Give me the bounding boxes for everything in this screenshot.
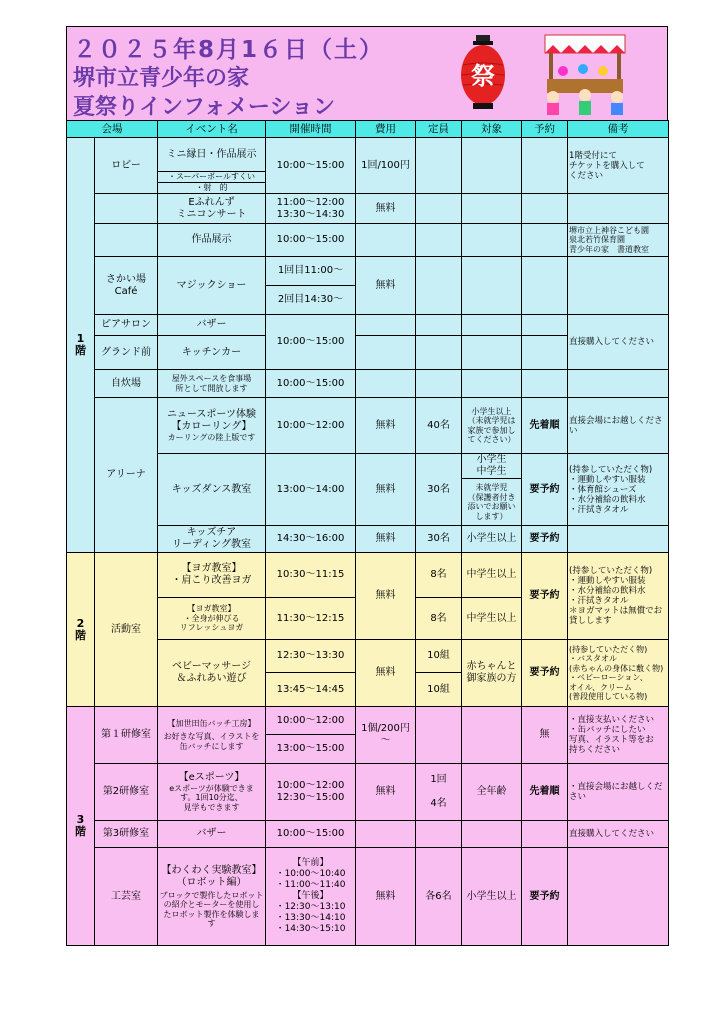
time-magic-1: 1回目11:00～: [266, 257, 356, 286]
note-badge: ・直接支払いください ・缶バッチにしたい 写真、イラスト等をお 持ちください: [568, 707, 669, 764]
header-banner: [66, 26, 668, 122]
note-bazaar-3f: 直接購入してください: [568, 821, 669, 848]
event-dance: キッズダンス教室: [158, 454, 266, 526]
event-bazaar-3f: バザー: [158, 821, 266, 848]
fee-robot: 無料: [356, 848, 416, 946]
cap-yoga-2: 8名: [416, 598, 462, 640]
cap-robot: 各6名: [416, 848, 462, 946]
lantern-icon: [459, 35, 507, 115]
event-yoga-1: 【ヨガ教室】 ・肩こり改善ヨガ: [158, 553, 266, 598]
fee-yoga: 無料: [356, 553, 416, 640]
event-bazaar-1f: バザー: [158, 315, 266, 336]
table-row: [67, 764, 669, 821]
time-bazaar-3f: 10:00～15:00: [266, 821, 356, 848]
fee-esports: 無料: [356, 764, 416, 821]
floor-2-label: 2 階: [67, 553, 95, 707]
table-row: [67, 224, 669, 257]
event-badge: 【加世田缶バッチ工房】 お好きな写真、イラストを 缶バッチにします: [158, 707, 266, 764]
time-baby-1: 12:30～13:30: [266, 640, 356, 673]
col-reservation: 予約: [522, 121, 568, 138]
resv-cheer: 要予約: [522, 526, 568, 553]
event-super: ・スーパーボールすくい: [158, 172, 266, 183]
target-esports: 全年齢: [462, 764, 522, 821]
time-bazaar-kitchen: 10:00～15:00: [266, 315, 356, 370]
venue-cook: 自炊場: [95, 370, 158, 398]
cap-esports: 1回 4名: [416, 764, 462, 821]
table-row: [67, 315, 669, 336]
event-kitchen: キッチンカー: [158, 336, 266, 370]
cap-dance: 30名: [416, 454, 462, 526]
time-yoga-2: 11:30～12:15: [266, 598, 356, 640]
target-yoga-1: 中学生以上: [462, 553, 522, 598]
event-magic: マジックショー: [158, 257, 266, 315]
fee-dance: 無料: [356, 454, 416, 526]
time-curling: 10:00～12:00: [266, 398, 356, 454]
time-concert: 11:00～12:00 13:30～14:30: [266, 194, 356, 224]
col-fee: 費用: [356, 121, 416, 138]
event-outdoor: 屋外スペースを食事場 所として開放します: [158, 370, 266, 398]
table-row: [67, 398, 669, 454]
resv-curling: 先着順: [522, 398, 568, 454]
venue-room-3: 第3研修室: [95, 821, 158, 848]
time-yoga-1: 10:30～11:15: [266, 553, 356, 598]
event-cheer: キッズチア リーディング教室: [158, 526, 266, 553]
col-notes: 備考: [568, 121, 669, 138]
event-curling: ニュースポーツ体験 【カローリング】 カーリングの陸上版です: [158, 398, 266, 454]
fee-baby: 無料: [356, 640, 416, 707]
target-baby: 赤ちゃんと 御家族の方: [462, 640, 522, 707]
note-art: 堺市立上神谷こども園 泉北若竹保育園 青少年の家 書道教室: [568, 224, 669, 257]
time-mini: 10:00～15:00: [266, 138, 356, 194]
fee-badge: 1個/200円 ～: [356, 707, 416, 764]
facility-name: 堺市立青少年の家: [73, 66, 250, 91]
resv-esports: 先着順: [522, 764, 568, 821]
target-curling: 小学生以上 （未就学児は 家族で参加し てください）: [462, 398, 522, 454]
note-baby: (持参していただく物) ・バスタオル (赤ちゃんの身体に敷く物) ・ベビーローション、 オイル、クリーム (普段使用している物): [568, 640, 669, 707]
target-dance-b: 未就学児 （保護者付き 添いでお願い します）: [462, 479, 522, 526]
event-art: 作品展示: [158, 224, 266, 257]
venue-grand: グランド前: [95, 336, 158, 370]
fee-mini: 1回/100円: [356, 138, 416, 194]
event-mini: ミニ縁日・作品展示: [158, 138, 266, 172]
info-sheet: [66, 26, 668, 996]
time-badge-1: 10:00～12:00: [266, 707, 356, 735]
lantern-char: 祭: [471, 62, 495, 90]
venue-piazza: ピアサロン: [95, 315, 158, 336]
event-baby: ベビーマッサージ ＆ふれあい遊び: [158, 640, 266, 707]
note-direct-purchase: 直接購入してください: [568, 315, 669, 370]
cap-baby-1: 10組: [416, 640, 462, 673]
target-yoga-2: 中学生以上: [462, 598, 522, 640]
floor-3-label: 3 階: [67, 707, 95, 946]
time-magic-2: 2回目14:30～: [266, 286, 356, 315]
col-venue: 会場: [67, 121, 158, 138]
fee-magic: 無料: [356, 257, 416, 315]
resv-robot: 要予約: [522, 848, 568, 946]
col-event: イベント名: [158, 121, 266, 138]
time-esports: 10:00～12:00 12:30～15:00: [266, 764, 356, 821]
col-capacity: 定員: [416, 121, 462, 138]
event-date: ２０２５年8月1６日（土）: [73, 37, 385, 63]
resv-yoga: 要予約: [522, 553, 568, 640]
table-row: [67, 821, 669, 848]
note-curling: 直接会場にお越しください: [568, 398, 669, 454]
event-esports: 【eスポーツ】 eスポーツが体験できま す。1回10分迄、 見学もできます: [158, 764, 266, 821]
cap-yoga-1: 8名: [416, 553, 462, 598]
fee-concert: 無料: [356, 194, 416, 224]
col-target: 対象: [462, 121, 522, 138]
time-dance: 13:00～14:00: [266, 454, 356, 526]
venue-craft: 工芸室: [95, 848, 158, 946]
table-row: [67, 707, 669, 735]
table-header-row: [67, 121, 669, 138]
time-robot: 【午前】 ・10:00～10:40 ・11:00～11:40 【午後】 ・12:30～13:10 ・13:30～14:10 ・14:30～15:10: [266, 848, 356, 946]
note-yoga: (持参していただく物) ・運動しやすい服装 ・水分補給の飲料水 ・汗拭きタオル ＊ヨガマットは無償でお 貸しします: [568, 553, 669, 640]
time-art: 10:00～15:00: [266, 224, 356, 257]
table-row: [67, 194, 669, 224]
venue-lobby: ロビー: [95, 138, 158, 194]
table-row: [67, 640, 669, 673]
venue-room-2: 第2研修室: [95, 764, 158, 821]
table-row: [67, 454, 669, 479]
resv-badge: 無: [522, 707, 568, 764]
floor-1-label: 1 階: [67, 138, 95, 553]
table-row: [67, 848, 669, 946]
event-yoga-2: 【ヨガ教室】 ・全身が伸びる リフレッシュヨガ: [158, 598, 266, 640]
venue-room-1: 第１研修室: [95, 707, 158, 764]
target-robot: 小学生以上: [462, 848, 522, 946]
info-table: [66, 120, 669, 946]
time-badge-2: 13:00～15:00: [266, 735, 356, 764]
time-outdoor: 10:00～15:00: [266, 370, 356, 398]
page-subtitle: 夏祭りインフォメーション: [73, 95, 336, 120]
event-robot: 【わくわく実験教室】 （ロボット編） ブロックで製作したロボット の紹介とモーターを使用し たロボット製作を体験しま す: [158, 848, 266, 946]
event-concert: Eふれんず ミニコンサート: [158, 194, 266, 224]
cap-baby-2: 10組: [416, 673, 462, 707]
cap-curling: 40名: [416, 398, 462, 454]
target-dance-a: 小学生 中学生: [462, 454, 522, 479]
venue-cafe: さかい場 Café: [95, 257, 158, 315]
table-row: [67, 526, 669, 553]
time-baby-2: 13:45～14:45: [266, 673, 356, 707]
table-row: [67, 553, 669, 598]
festival-stall-icon: [539, 31, 631, 117]
time-cheer: 14:30～16:00: [266, 526, 356, 553]
venue-arena: アリーナ: [95, 398, 158, 553]
table-row: [67, 370, 669, 398]
note-mini: 1階受付にて チケットを購入して ください: [568, 138, 669, 194]
target-cheer: 小学生以上: [462, 526, 522, 553]
resv-baby: 要予約: [522, 640, 568, 707]
table-row: [67, 138, 669, 172]
table-row: [67, 257, 669, 286]
cap-cheer: 30名: [416, 526, 462, 553]
note-dance: (持参していただく物) ・運動しやすい服装 ・体育館シューズ ・水分補給の飲料水 ・汗拭きタオル: [568, 454, 669, 526]
resv-dance: 要予約: [522, 454, 568, 526]
fee-cheer: 無料: [356, 526, 416, 553]
note-esports: ・直接会場にお越しください: [568, 764, 669, 821]
event-shateki: ・射 的: [158, 183, 266, 194]
venue-activity-room: 活動室: [95, 553, 158, 707]
col-time: 開催時間: [266, 121, 356, 138]
fee-curling: 無料: [356, 398, 416, 454]
